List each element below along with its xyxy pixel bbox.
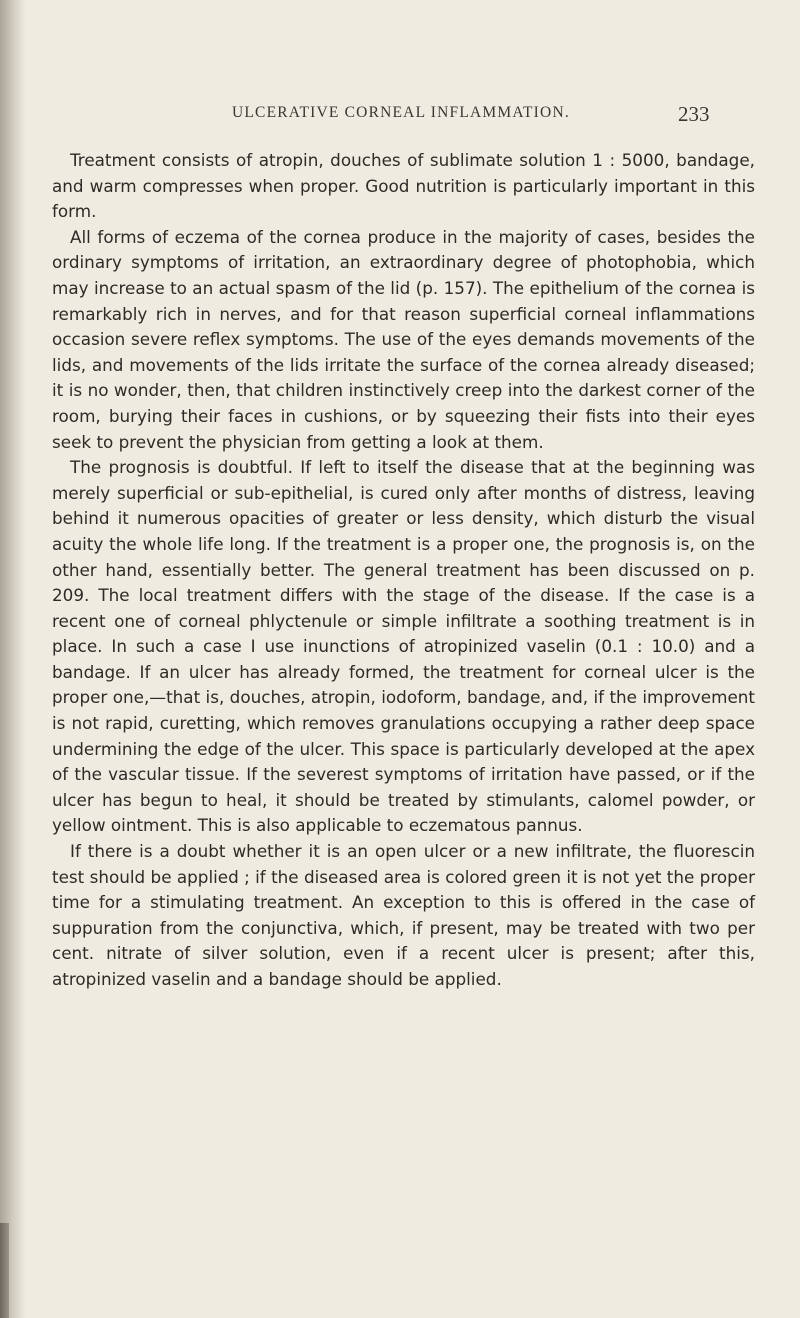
paragraph-fluorescin: If there is a doubt whether it is an open ulcer or a new infiltrate, the fluorescin test should be applied ; if the diseased area is colored green it is not yet the proper time for a stimulating treatment. An exception to this is offered in the case of suppuration from the conjunctiva, which, if present, may be treated with two per cent. nitrate of silver solution, even if a recent ulcer is present; after this, atropinized vaselin and a bandage should be applied. xyxy=(52,841,755,989)
paragraph-treatment: Treatment consists of atropin, douches of sublimate solution 1 : 5000, bandage, and warm compresses when proper. Good nutrition is particularly important in this form. xyxy=(52,150,755,222)
body-text xyxy=(52,148,755,993)
running-title: ULCERATIVE CORNEAL INFLAMMATION. xyxy=(232,104,570,121)
paragraph-prognosis: The prognosis is doubtful. If left to itself the disease that at the beginning was merely superficial or sub-epithelial, is cured only after months of distress, leaving behind it numerous opacities of greater or less density, which disturb the visual acuity the whole life long. If the treatment is a proper one, the prognosis is, on the other hand, essentially better. The general treatment has been discussed on p. 209. The local treatment differs with the stage of the disease. If the case is a recent one of corneal phlyctenule or simple infiltrate a soothing treatment is in place. In such a case I use inunctions of atropinized vaselin (0.1 : 10.0) and a bandage. If an ulcer has already formed, the treatment for corneal ulcer is the proper one,—that is, douches, atropin, iodoform, bandage, and, if the improvement is not rapid, curetting, which removes granulations occupying a rather deep space undermining the edge of the ulcer. This space is particularly developed at the apex of the vascular tissue. If the severest symptoms of irritation have passed, or if the ulcer has begun to heal, it should be treated by stimulants, calomel powder, or yellow ointment. This is also applicable to eczematous pannus. xyxy=(52,457,755,836)
book-spine-shadow xyxy=(0,0,26,1318)
page-header xyxy=(0,104,800,134)
page-number: 233 xyxy=(678,102,710,126)
binding-edge-mark xyxy=(0,1223,9,1318)
paragraph-eczema: All forms of eczema of the cornea produce in the majority of cases, besides the ordinary symptoms of irritation, an extraordinary degree of photophobia, which may increase to an actual spasm of the lid (p. 157). The epithelium of the cornea is remarkably rich in nerves, and for that reason superficial corneal inflammations occasion severe reflex symptoms. The use of the eyes demands movements of the lids, and movements of the lids irritate the surface of the cornea already diseased; it is no wonder, then, that children instinctively creep into the darkest corner of the room, burying their faces in cushions, or by squeezing their fists into their eyes seek to prevent the physician from getting a look at them. xyxy=(52,226,755,452)
